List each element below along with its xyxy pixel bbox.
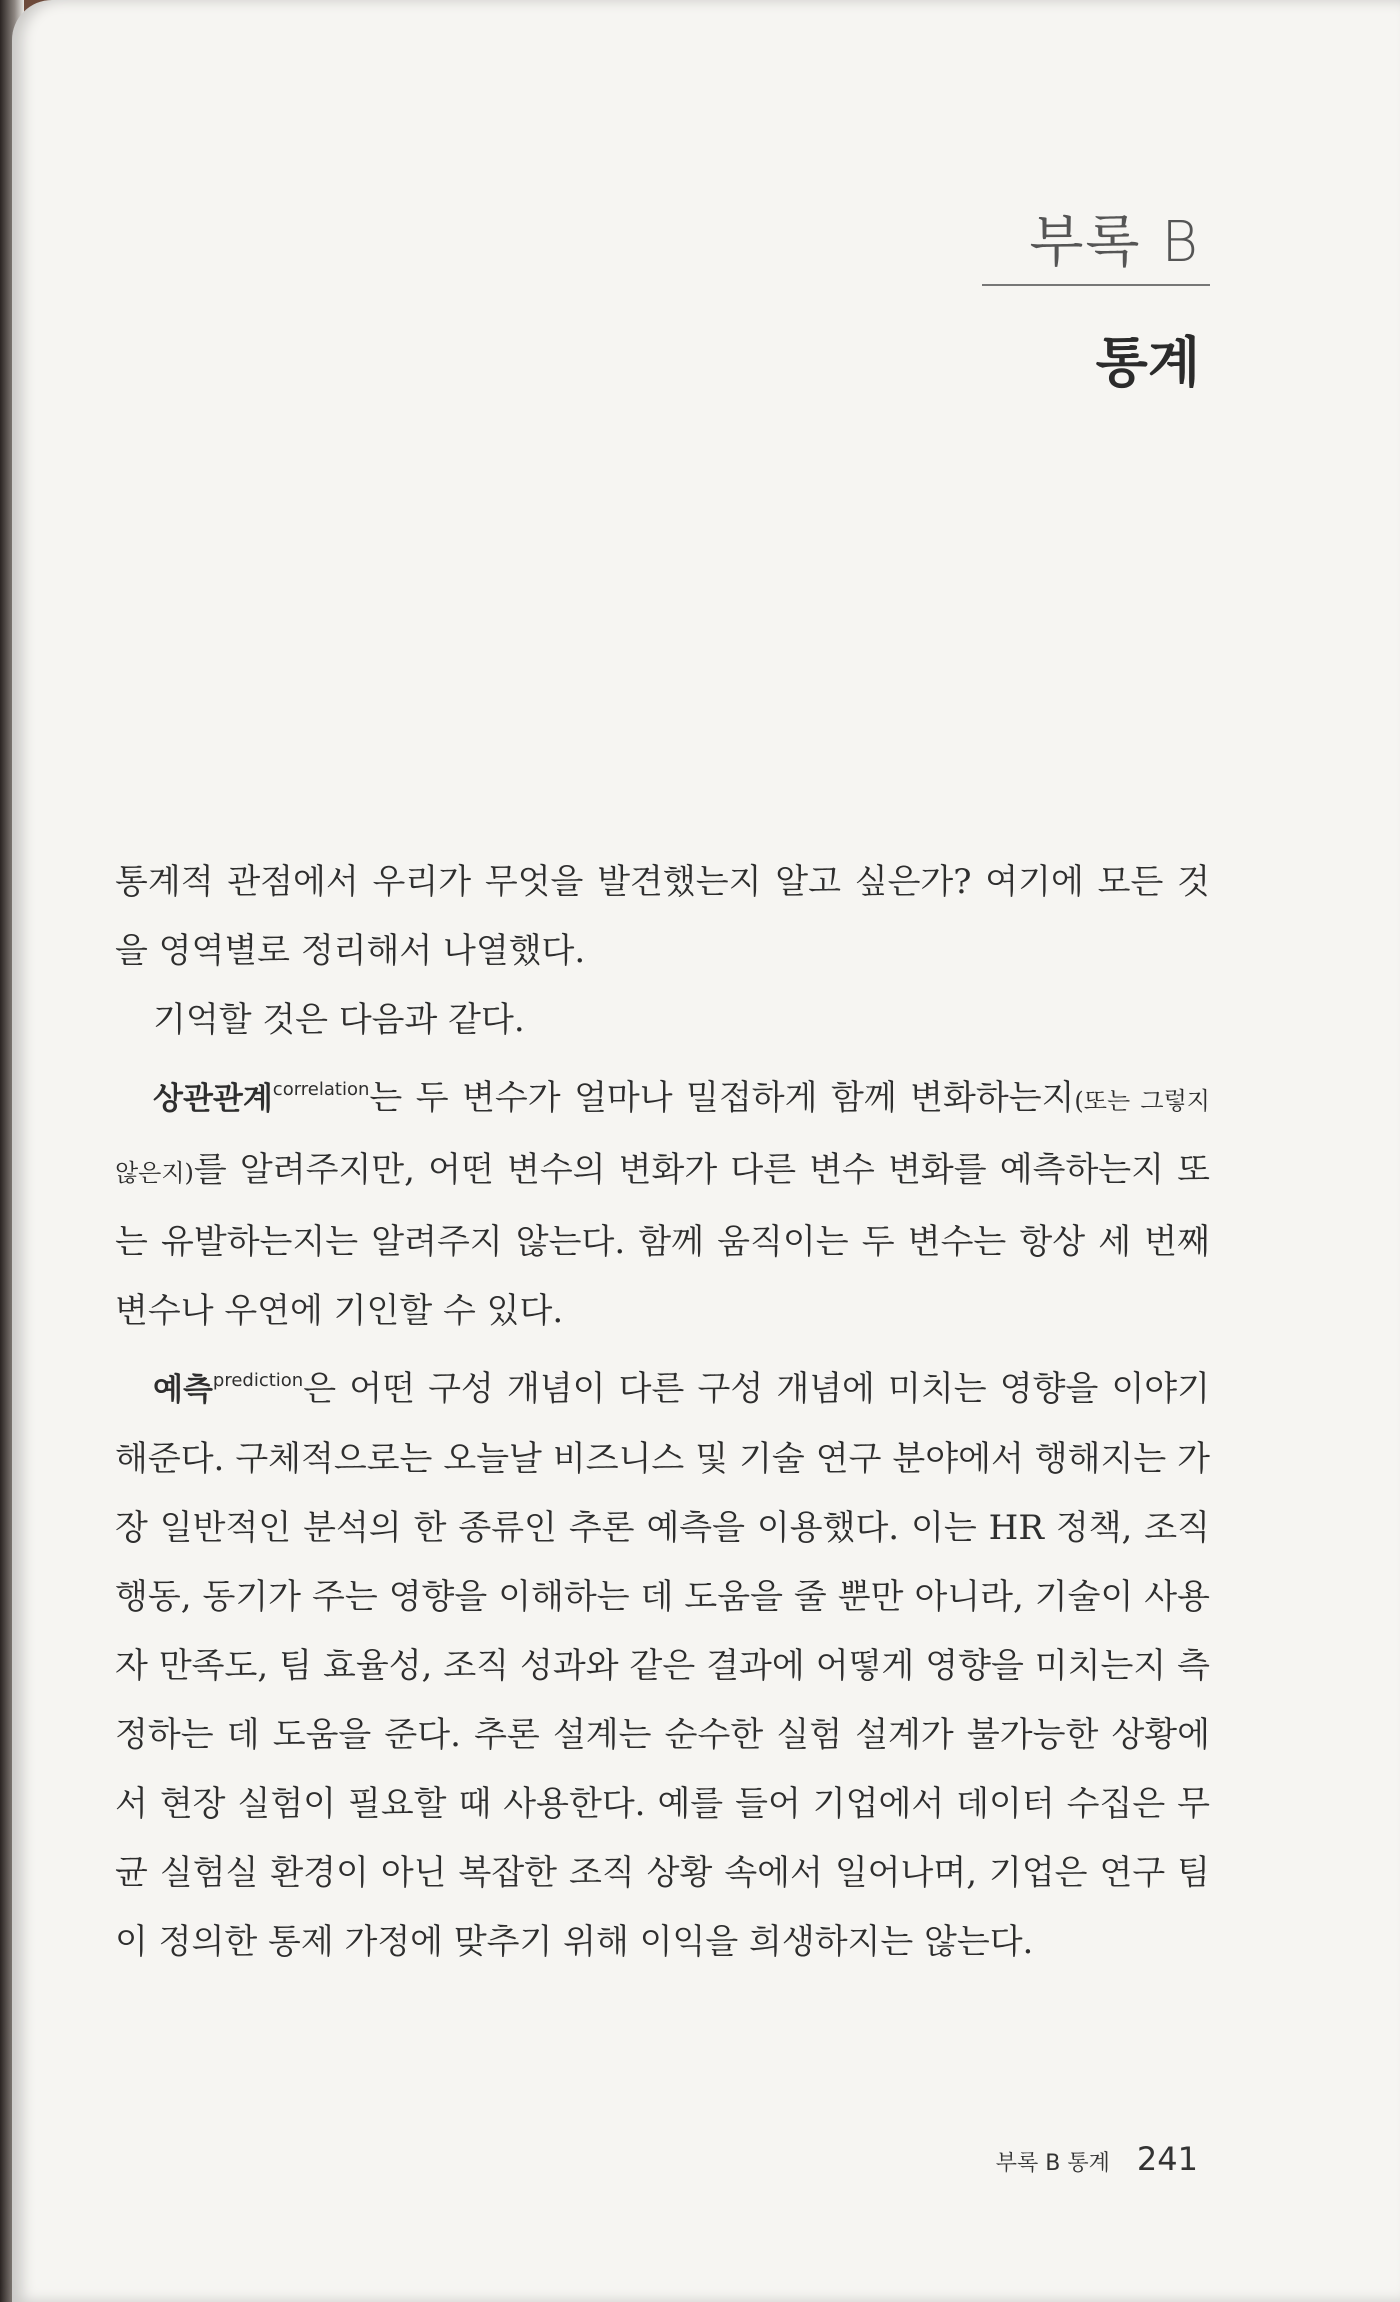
correlation-english: correlation — [272, 1079, 370, 1100]
running-head: 부록 B 통계 — [995, 2151, 1110, 2176]
prediction-term: 예측 — [153, 1372, 213, 1408]
correlation-text-before: 는 두 변수가 얼마나 밀접하게 함께 변화하는지 — [369, 1078, 1075, 1118]
chapter-label: 부록 B — [1029, 210, 1200, 275]
remember-paragraph: 기억할 것은 다음과 같다. — [153, 1000, 525, 1040]
chapter-title: 통계 — [1095, 331, 1200, 394]
prediction-english: prediction — [212, 1370, 304, 1391]
correlation-aside: (또는 그렇지 않은지) — [115, 1087, 1210, 1187]
correlation-term: 상관관계 — [153, 1081, 273, 1117]
intro-paragraph: 통계적 관점에서 우리가 무엇을 발견했는지 알고 싶은가? 여기에 모든 것을 영역별로 정리해서 나열했다. — [115, 862, 1210, 971]
prediction-paragraph — [115, 1346, 1210, 1977]
title-divider — [982, 284, 1210, 286]
correlation-text-after: 를 알려주지만, 어떤 변수의 변화가 다른 변수 변화를 예측하는지 또는 유발하는지는 알려주지 않는다. 함께 움직이는 두 변수는 항상 세 번째 변수나 우연에 기인할 수 있다. — [115, 1150, 1210, 1331]
body-text — [115, 848, 1210, 1977]
book-page — [12, 0, 1400, 2302]
page-footer — [996, 2140, 1198, 2178]
prediction-text: 은 어떤 구성 개념이 다른 구성 개념에 미치는 영향을 이야기해준다. 구체적으로는 오늘날 비즈니스 및 기술 연구 분야에서 행해지는 가장 일반적인 분석의 한 종류인 추론 예측을 이용했다. 이는 HR 정책, 조직 행동, 동기가 주는 영향을 이해하는 데 도움을 줄 뿐만 아니라, 기술이 사용자 만족도, 팀 효율성, 조직 성과와 같은 결과에 어떻게 영향을 미치는지 측정하는 데 도움을 준다. 추론 설계는 순수한 실험 설계가 불가능한 상황에서 현장 실험이 필요할 때 사용한다. 예를 들어 기업에서 데이터 수집은 무균 실험실 환경이 아닌 복잡한 조직 상황 속에서 일어나며, 기업은 연구 팀이 정의한 통제 가정에 맞추기 위해 이익을 희생하지는 않는다. — [115, 1369, 1210, 1962]
correlation-paragraph — [115, 1055, 1210, 1346]
page-number: 241 — [1136, 2140, 1198, 2178]
